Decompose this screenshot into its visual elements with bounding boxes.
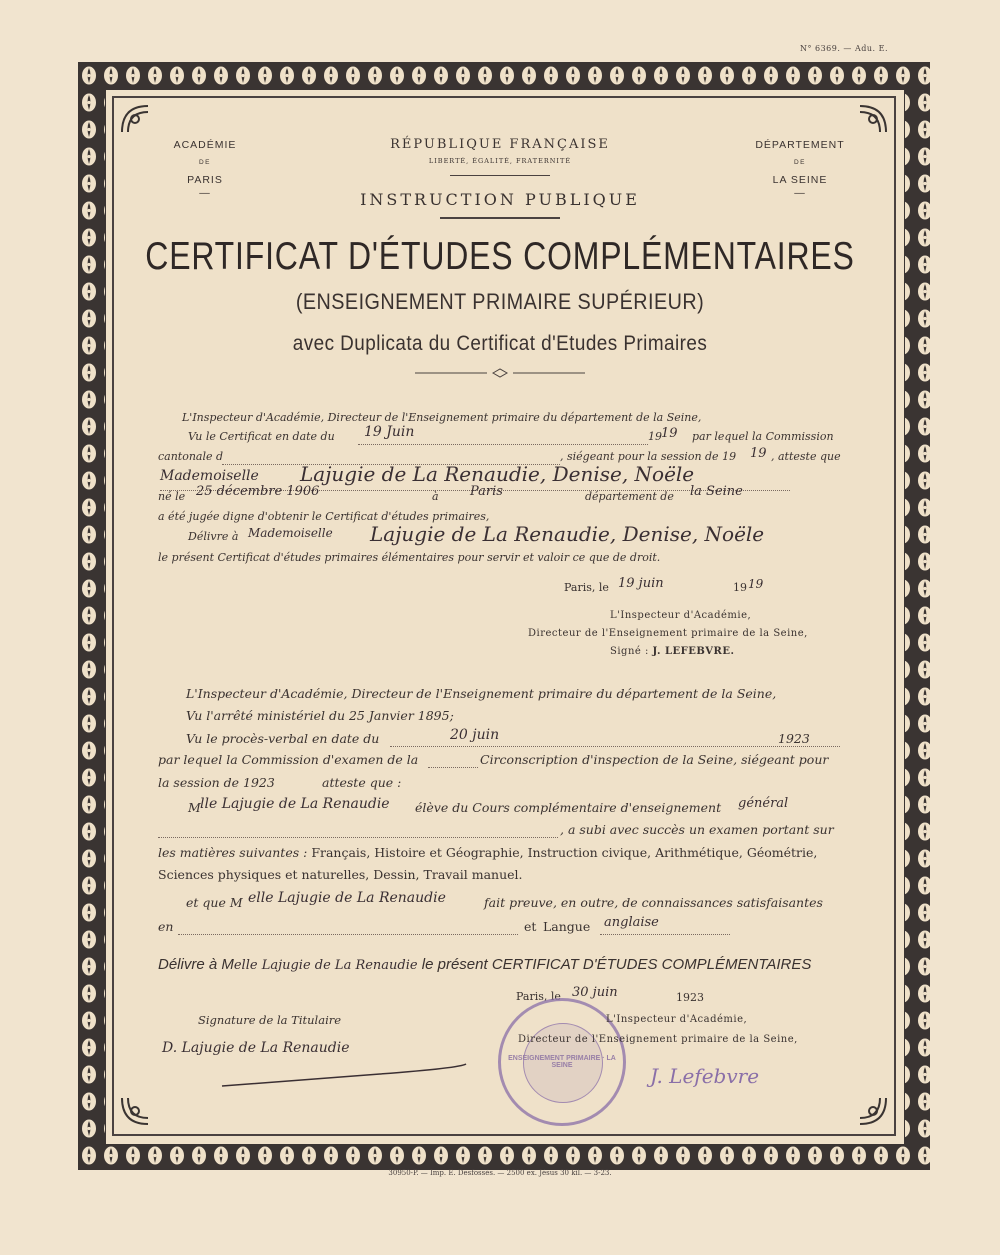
s2-line6b: élève du Cours complémentaire d'enseignement <box>415 800 722 815</box>
s1-session-hand: 19 <box>750 446 767 461</box>
s1-line5a: né le <box>158 490 186 503</box>
s1-line1: L'Inspecteur d'Académie, Directeur de l'Enseignement primaire du département de la Seine, <box>182 411 702 424</box>
s1-line3a: cantonale d <box>158 450 224 463</box>
s2-line2: Vu l'arrêté ministériel du 25 Janvier 1895; <box>186 708 454 723</box>
s1-line8: le présent Certificat d'études primaires élémentaires pour servir et valoir ce que de droit. <box>158 551 661 564</box>
signature-flourish-icon <box>220 1060 470 1094</box>
s1-year-hand: 19 <box>661 426 678 441</box>
s1-date2-hand: 19 juin <box>618 576 664 591</box>
s1-line7a: Délivre à <box>188 530 239 543</box>
s1-year2-hand: 19 <box>748 577 764 591</box>
fill-line <box>428 767 478 768</box>
s2-line5a: la session de 1923 <box>158 775 275 790</box>
fill-line <box>158 837 558 838</box>
republique-title: RÉPUBLIQUE FRANÇAISE <box>390 137 610 152</box>
fill-line <box>358 444 648 445</box>
s1-line3c: , atteste que <box>771 450 841 463</box>
s2-line4b: Circonscription d'inspection de la Seine, siégeant pour <box>480 752 829 767</box>
s2-line11a: en <box>158 919 174 934</box>
titulaire-signature-label: Signature de la Titulaire <box>198 1013 342 1027</box>
s1-sig-signe: Signé : J. LEFEBVRE. <box>610 646 735 657</box>
s2-line10a: et que M <box>186 895 243 910</box>
s1-name2-hand: Lajugie de La Renaudie, Denise, Noële <box>370 522 765 546</box>
s2-place-date: Paris, le <box>516 990 561 1003</box>
form-reference: N° 6369. — Adu. E. <box>799 44 888 53</box>
s2-year: 1923 <box>778 731 810 746</box>
official-stamp: ENSEIGNEMENT PRIMAIRE · LA SEINE <box>498 998 626 1126</box>
s2-type-hand: général <box>738 796 789 811</box>
s2-date-hand: 20 juin <box>450 727 500 743</box>
s2-sig-line2: Directeur de l'Enseignement primaire de la Seine, <box>518 1034 798 1045</box>
s1-sig-line1: L'Inspecteur d'Académie, <box>610 610 752 621</box>
s2-date2-hand: 30 juin <box>572 985 618 1000</box>
s1-place-hand: Paris <box>470 484 503 499</box>
certificate-title: CERTIFICAT D'ÉTUDES COMPLÉMENTAIRES <box>145 235 855 278</box>
fill-line <box>178 934 518 935</box>
s2-line9: Sciences physiques et naturelles, Dessin, Travail manuel. <box>158 867 523 882</box>
certificate-subtitle: (ENSEIGNEMENT PRIMAIRE SUPÉRIEUR) <box>295 289 705 314</box>
s1-name-hand: Lajugie de La Renaudie, Denise, Noële <box>300 462 695 486</box>
ornament-divider-icon <box>415 368 585 378</box>
s2-line1: L'Inspecteur d'Académie, Directeur de l'Enseignement primaire du département de la Seine, <box>186 686 777 701</box>
s1-line5b: à <box>432 490 439 503</box>
corner-flourish-icon <box>856 1094 890 1128</box>
s1-line6: a été jugée digne d'obtenir le Certificat d'études primaires, <box>158 510 490 523</box>
s1-line5c: département de <box>585 490 674 503</box>
s1-year2: 19 <box>733 581 747 594</box>
printer-imprint: 30950-P. — Imp. E. Desfossés. — 2500 ex. Jésus 30 kil. — 3-23. <box>388 1169 612 1177</box>
republic-motto: LIBERTÉ, ÉGALITÉ, FRATERNITÉ <box>428 157 572 165</box>
corner-flourish-icon <box>118 1094 152 1128</box>
s2-lang-hand: anglaise <box>604 915 659 930</box>
s2-line8: les matières suivantes : Français, Histoire et Géographie, Instruction civique, Arithmétique, Géométrie, <box>158 845 818 860</box>
s2-line10b: fait preuve, en outre, de connaissances satisfaisantes <box>484 895 823 910</box>
s2-line4a: par lequel la Commission d'examen de la <box>158 752 419 767</box>
corner-flourish-icon <box>856 102 890 136</box>
s1-title2-hand: Mademoiselle <box>248 526 333 540</box>
inspector-signature-hand: J. Lefebvre <box>650 1064 760 1088</box>
s1-title-hand: Mademoiselle <box>160 468 259 484</box>
s2-delivery-line: Délivre à Melle Lajugie de La Renaudie le présent CERTIFICAT D'ÉTUDES COMPLÉMENTAIRES <box>158 956 812 973</box>
titulaire-signature-hand: D. Lajugie de La Renaudie <box>162 1040 350 1056</box>
departement-block: DÉPARTEMENT DE LA SEINE — <box>755 139 845 199</box>
s2-line6a: M <box>188 800 201 815</box>
divider <box>450 175 550 176</box>
s2-line7: , a subi avec succès un examen portant sur <box>560 822 834 837</box>
s1-line2b: par lequel la Commission <box>692 430 834 443</box>
s2-line11b: et <box>524 919 537 934</box>
s1-line3b: , siégeant pour la session de 19 <box>560 450 737 463</box>
s2-sig-line1: L'Inspecteur d'Académie, <box>606 1014 748 1025</box>
s1-dept-hand: la Seine <box>690 484 743 499</box>
s2-line11c: Langue <box>543 919 591 934</box>
s1-year-printed: 19 <box>648 430 662 443</box>
corner-flourish-icon <box>118 102 152 136</box>
divider <box>440 217 560 219</box>
s2-name2-hand: elle Lajugie de La Renaudie <box>248 890 446 906</box>
s1-line2a: Vu le Certificat en date du <box>188 430 335 443</box>
s1-birth-hand: 25 décembre 1906 <box>196 484 320 499</box>
fill-line <box>600 934 730 935</box>
academie-block: ACADÉMIE DE PARIS — <box>173 139 237 199</box>
fill-line <box>390 746 840 747</box>
s1-sig-line2: Directeur de l'Enseignement primaire de la Seine, <box>528 628 808 639</box>
s2-name-hand: lle Lajugie de La Renaudie <box>200 796 390 812</box>
duplicata-line: avec Duplicata du Certificat d'Etudes Primaires <box>292 332 708 355</box>
s2-line5b: atteste que : <box>322 775 402 790</box>
s2-line3a: Vu le procès-verbal en date du <box>186 731 380 746</box>
instruction-publique: INSTRUCTION PUBLIQUE <box>360 190 640 209</box>
s1-date-hand: 19 Juin <box>364 424 415 440</box>
s1-place-date: Paris, le <box>564 581 609 594</box>
s2-year2: 1923 <box>676 991 704 1004</box>
